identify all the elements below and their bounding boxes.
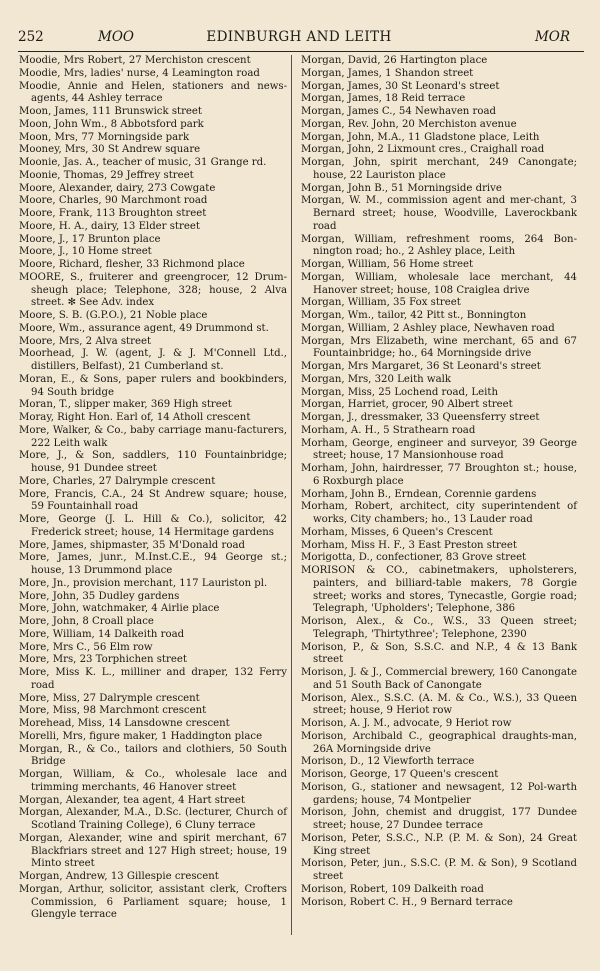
directory-entry: Morham, A. H., 5 Strathearn road	[301, 424, 476, 436]
directory-entry: Moore, Richard, flesher, 33 Richmond place	[19, 259, 245, 270]
directory-entry: Moore, J., 10 Home street	[19, 246, 152, 258]
directory-entry: Morison, J. & J., Commercial brewery, 160 Canongate and 51 South Back of Canongate	[301, 667, 577, 691]
directory-entry: Moodie, Annie and Helen, stationers and news-agents, 44 Ashley terrace	[19, 80, 287, 105]
directory-entry: Morgan, James, 30 St Leonard's street	[301, 80, 500, 92]
directory-entry: Morison, Peter, jun., S.S.C. (P. M. & Son), 9 Scotland street	[301, 858, 577, 882]
directory-entry: More, Charles, 27 Dalrymple crescent	[19, 475, 216, 487]
directory-entry: Morham, John, hairdresser, 77 Broughton st.; house, 6 Roxburgh place	[301, 463, 577, 487]
directory-entry: Morison, A. J. M., advocate, 9 Heriot row	[301, 718, 512, 729]
directory-entry: More, Mrs C., 56 Elm row	[19, 641, 153, 653]
directory-entry: Morgan, Alexander, M.A., D.Sc. (lecturer, Church of Scotland Training College), 6 Cluny terrace	[19, 807, 287, 831]
directory-entry: Moon, James, 111 Brunswick street	[19, 106, 202, 117]
directory-entry: Morgan, Mrs Elizabeth, wine merchant, 65 and 67 Fountainbridge; ho., 64 Morningside drive	[301, 335, 577, 360]
left-catchword: MOO	[98, 29, 134, 45]
directory-entry: Morgan, William, 35 Fox street	[301, 297, 461, 309]
directory-entry: Morison, Alex., & Co., W.S., 33 Queen street; Telegraph, 'Thirtythree'; Telephone, 2390	[301, 616, 577, 640]
directory-entry: More, James, shipmaster, 35 M'Donald road	[19, 539, 245, 551]
directory-entry: Morison, P., & Son, S.S.C. and N.P., 4 & 13 Bank street	[301, 641, 577, 666]
directory-entry: Morgan, Mrs Margaret, 36 St Leonard's street	[301, 361, 541, 372]
directory-entry: Morison, D., 12 Viewforth terrace	[301, 756, 475, 768]
directory-entry: More, Mrs, 23 Torphichen street	[19, 654, 187, 666]
directory-entry: Moore, J., 17 Brunton place	[19, 233, 161, 245]
directory-entry: Moray, Right Hon. Earl of, 14 Atholl crescent	[19, 412, 251, 423]
right-column	[301, 55, 577, 909]
column-divider	[291, 55, 292, 935]
directory-entry: MOORE, S., fruiterer and greengrocer, 12 Drum-sheugh place; Telephone, 328; house, 2 Alva street. ✻ See Adv. index	[19, 271, 287, 309]
directory-entry: Morgan, R., & Co., tailors and clothiers, 50 South Bridge	[19, 743, 287, 768]
directory-entry: MORISON & CO., cabinetmakers, upholsterers, painters, and billiard-table makers, 78 Gorgie street; works and stores, Tynecastle, Gorgie road; Telegraph, 'Upholders'; Telephone, 386	[301, 565, 577, 615]
page-header	[10, 26, 588, 48]
directory-entry: Morgan, William, & Co., wholesale lace and trimming merchants, 46 Hanover street	[19, 769, 287, 793]
directory-entry: Morgan, Andrew, 13 Gillespie crescent	[19, 871, 219, 882]
directory-entry: Morgan, William, refreshment rooms, 264 Bon-nington road; ho., 2 Ashley place, Leith	[301, 233, 577, 258]
directory-entry: Morelli, Mrs, figure maker, 1 Haddington place	[19, 730, 263, 742]
right-catchword: MOR	[534, 29, 570, 45]
header-rule	[18, 51, 584, 52]
directory-entry: Morigotta, D., confectioner, 83 Grove street	[301, 552, 527, 564]
directory-entry: Morham, Misses, 6 Queen's Crescent	[301, 526, 493, 538]
directory-entry: Morgan, J., dressmaker, 33 Queensferry street	[301, 412, 540, 423]
directory-entry: Moore, S. B. (G.P.O.), 21 Noble place	[19, 310, 208, 321]
running-title: EDINBURGH AND LEITH	[206, 29, 392, 45]
directory-entry: Moore, Wm., assurance agent, 49 Drummond st.	[19, 322, 269, 334]
directory-entry: Moonie, Thomas, 29 Jeffrey street	[19, 169, 194, 181]
directory-entry: Moore, Frank, 113 Broughton street	[19, 208, 207, 219]
directory-entry: More, James, junr., M.Inst.C.E., 94 George st.; house, 13 Drummond place	[19, 552, 287, 576]
directory-entry: More, Miss, 27 Dalrymple crescent	[19, 692, 200, 704]
directory-entry: More, J., & Son, saddlers, 110 Fountainbridge; house, 91 Dundee street	[19, 450, 287, 474]
directory-entry: Moran, T., slipper maker, 369 High street	[19, 399, 232, 411]
directory-entry: Morham, George, engineer and surveyor, 39 George street; house, 17 Mansionhouse road	[301, 437, 577, 462]
directory-entry: Morgan, David, 26 Hartington place	[301, 55, 488, 66]
directory-entry: Moon, John Wm., 8 Abbotsford park	[19, 118, 204, 130]
directory-entry: Morison, G., stationer and newsagent, 12 Pol-warth gardens; house, 74 Montpelier	[301, 781, 577, 806]
directory-entry: Morgan, James, 18 Reid terrace	[301, 93, 466, 105]
directory-entry: Morgan, Miss, 25 Lochend road, Leith	[301, 386, 498, 398]
directory-entry: Moorhead, J. W. (agent, J. & J. M'Connell Ltd., distillers, Belfast), 21 Cumberland st.	[19, 348, 287, 372]
directory-entry: More, Francis, C.A., 24 St Andrew square; house, 59 Fountainhall road	[19, 488, 287, 513]
directory-entry: More, William, 14 Dalkeith road	[19, 628, 185, 640]
directory-entry: Moodie, Mrs Robert, 27 Merchiston crescent	[19, 55, 251, 66]
directory-entry: Moon, Mrs, 77 Morningside park	[19, 131, 190, 143]
directory-entry: More, John, 35 Dudley gardens	[19, 590, 180, 602]
directory-entry: Morgan, John, M.A., 11 Gladstone place, Leith	[301, 131, 540, 143]
directory-entry: Moodie, Mrs, ladies' nurse, 4 Leamington road	[19, 67, 260, 79]
directory-entry: Mooney, Mrs, 30 St Andrew square	[19, 144, 201, 156]
directory-entry: Morison, Archibald C., geographical draughts-man, 26A Morningside drive	[301, 730, 577, 755]
directory-entry: Morgan, Harriet, grocer, 90 Albert street	[301, 399, 513, 411]
page-number: 252	[18, 29, 44, 45]
directory-entry: Morison, George, 17 Queen's crescent	[301, 769, 499, 780]
directory-entry: More, George (J. L. Hill & Co.), solicitor, 42 Frederick street; house, 14 Hermitage gardens	[19, 514, 287, 538]
directory-entry: Morgan, John, spirit merchant, 249 Canongate; house, 22 Lauriston place	[301, 157, 577, 181]
directory-entry: Moran, E., & Sons, paper rulers and bookbinders, 94 South bridge	[19, 373, 287, 398]
directory-entry: Moore, Mrs, 2 Alva street	[19, 335, 152, 347]
directory-entry: Moonie, Jas. A., teacher of music, 31 Grange rd.	[19, 157, 267, 168]
directory-entry: More, Miss K. L., milliner and draper, 132 Ferry road	[19, 667, 287, 691]
directory-entry: Morison, Peter, S.S.C., N.P. (P. M. & Son), 24 Great King street	[301, 832, 577, 857]
directory-entry: Morison, John, chemist and druggist, 177 Dundee street; house, 27 Dundee terrace	[301, 807, 577, 831]
directory-entry: Morison, Robert C. H., 9 Bernard terrace	[301, 896, 513, 908]
directory-entry: Morgan, John B., 51 Morningside drive	[301, 182, 502, 194]
directory-entry: Morgan, Wm., tailor, 42 Pitt st., Bonnington	[301, 310, 527, 321]
directory-entry: Morgan, William, 2 Ashley place, Newhaven road	[301, 322, 555, 334]
directory-entry: Morham, John B., Erndean, Corennie gardens	[301, 488, 537, 500]
directory-entry: Morgan, Rev. John, 20 Merchiston avenue	[301, 118, 517, 130]
directory-entry: Morehead, Miss, 14 Lansdowne crescent	[19, 718, 230, 729]
directory-entry: Morgan, James, 1 Shandon street	[301, 67, 474, 79]
directory-entry: Morgan, William, 56 Home street	[301, 259, 474, 270]
directory-entry: Moore, Charles, 90 Marchmont road	[19, 195, 208, 207]
directory-entry: Morgan, W. M., commission agent and mer-chant, 3 Bernard street; house, Woodville, Laverockbank road	[301, 195, 577, 232]
directory-entry: Morham, Robert, architect, city superintendent of works, City chambers; ho., 13 Lauder road	[301, 501, 577, 525]
directory-entry: Morgan, Alexander, tea agent, 4 Hart street	[19, 794, 245, 806]
directory-entry: Morgan, James C., 54 Newhaven road	[301, 106, 497, 117]
directory-entry: Morison, Robert, 109 Dalkeith road	[301, 883, 484, 895]
directory-entry: More, Jn., provision merchant, 117 Lauriston pl.	[19, 577, 268, 589]
left-column	[19, 55, 287, 922]
directory-entry: Moore, H. A., dairy, 13 Elder street	[19, 220, 200, 232]
directory-entry: Morgan, John, 2 Lixmount cres., Craighall road	[301, 144, 545, 156]
directory-entry: More, John, 8 Croall place	[19, 616, 154, 627]
directory-entry: Morham, Miss H. F., 3 East Preston street	[301, 539, 517, 551]
directory-entry: Morgan, William, wholesale lace merchant, 44 Hanover street; house, 108 Craiglea drive	[301, 271, 577, 296]
directory-entry: More, Miss, 98 Marchmont crescent	[19, 705, 207, 717]
directory-entry: Morgan, Alexander, wine and spirit merchant, 67 Blackfriars street and 127 High street; house, 19 Minto street	[19, 832, 287, 870]
directory-entry: Morgan, Mrs, 320 Leith walk	[301, 373, 452, 385]
directory-entry: More, John, watchmaker, 4 Airlie place	[19, 603, 220, 615]
directory-entry: More, Walker, & Co., baby carriage manu-facturers, 222 Leith walk	[19, 424, 287, 449]
directory-entry: Moore, Alexander, dairy, 273 Cowgate	[19, 182, 216, 194]
directory-entry: Morison, Alex., S.S.C. (A. M. & Co., W.S.), 33 Queen street; house, 9 Heriot row	[301, 692, 577, 717]
directory-entry: Morgan, Arthur, solicitor, assistant clerk, Crofters Commission, 6 Parliament square; house, 1 Glengyle terrace	[19, 883, 287, 921]
